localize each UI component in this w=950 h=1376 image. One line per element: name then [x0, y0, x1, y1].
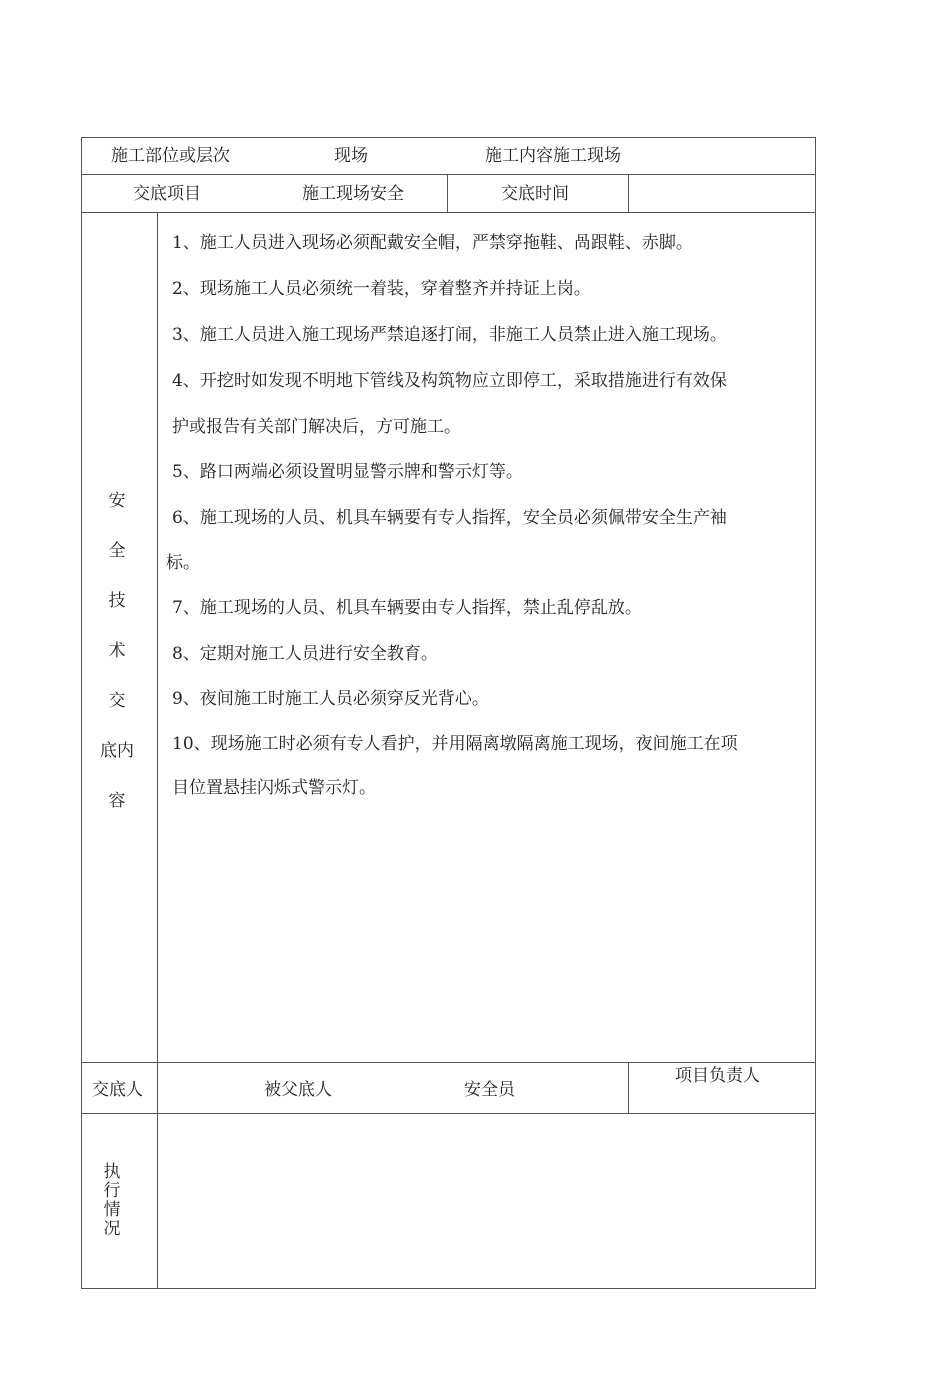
table-border-right: [815, 137, 816, 1289]
side-label-char: 交: [108, 691, 126, 711]
construction-part-label: 施工部位或层次: [111, 146, 230, 166]
safety-clause: 6、施工现场的人员、机具车辆要有专人指挥，安全员必须佩带安全生产袖: [172, 508, 727, 528]
safety-clause: 10、现场施工时必须有专人看护，并用隔离墩隔离施工现场，夜间施工在项: [172, 734, 738, 754]
row-divider-1: [81, 174, 816, 175]
safety-clause-continuation: 标。: [166, 553, 200, 573]
side-label-char: 技: [108, 591, 126, 611]
execution-status-label: [92, 1163, 132, 1239]
side-label-char: 术: [108, 641, 126, 661]
briefing-item-value: 施工现场安全: [302, 184, 404, 204]
safety-clause: 1、施工人员进入现场必须配戴安全帽，严禁穿拖鞋、咼跟鞋、赤脚。: [172, 233, 693, 253]
execution-label-char: 情: [103, 1200, 121, 1220]
execution-label-char: 况: [103, 1219, 121, 1239]
safety-clause: 4、开挖时如发现不明地下管线及构筑物应立即停工，采取措施进行有效保: [172, 371, 727, 391]
safety-clause: 3、施工人员进入施工现场严禁追逐打闹，非施工人员禁止进入施工现场。: [172, 325, 727, 345]
side-label-char: 安: [108, 491, 126, 511]
safety-clause-continuation: 护或报告有关部门解决后，方可施工。: [172, 417, 461, 437]
column-divider-side: [157, 212, 158, 1289]
briefing-time-label: 交底时间: [501, 184, 569, 204]
column-divider-project-lead: [628, 1062, 629, 1113]
side-label-char: 底内: [100, 741, 134, 761]
safety-clause: 5、路口两端必须设置明显警示牌和警示灯等。: [172, 462, 523, 482]
safety-officer-label: 安全员: [464, 1080, 515, 1100]
side-label-char: 全: [108, 541, 126, 561]
side-label-char: 容: [108, 791, 126, 811]
table-border-left: [81, 137, 82, 1289]
briefing-item-label: 交底项目: [133, 184, 201, 204]
safety-clause: 8、定期对施工人员进行安全教育。: [172, 644, 438, 664]
receiver-label: 被父底人: [264, 1080, 332, 1100]
safety-clause: 7、施工现场的人员、机具车辆要由专人指挥，禁止乱停乱放。: [172, 598, 642, 618]
execution-label-char: 行: [103, 1181, 121, 1201]
execution-label-char: 执: [103, 1162, 121, 1182]
safety-technical-content-label: [97, 486, 137, 836]
presenter-label: 交底人: [92, 1080, 143, 1100]
safety-clause: 9、夜间施工时施工人员必须穿反光背心。: [172, 689, 489, 709]
construction-part-value: 现场: [334, 146, 368, 166]
column-divider-time: [447, 174, 448, 212]
row-divider-2: [81, 212, 816, 213]
row-divider-3: [81, 1062, 816, 1063]
column-divider-time-value: [628, 174, 629, 212]
table-border-top: [81, 137, 816, 138]
project-lead-label: 项目负责人: [675, 1066, 760, 1086]
table-border-bottom: [81, 1288, 816, 1289]
safety-clause-continuation: 目位置悬挂闪烁式警示灯。: [172, 778, 376, 798]
safety-clause: 2、现场施工人员必须统一着装，穿着整齐并持证上岗。: [172, 279, 591, 299]
construction-content-value: 施工内容施工现场: [485, 146, 621, 166]
row-divider-4: [81, 1113, 816, 1114]
